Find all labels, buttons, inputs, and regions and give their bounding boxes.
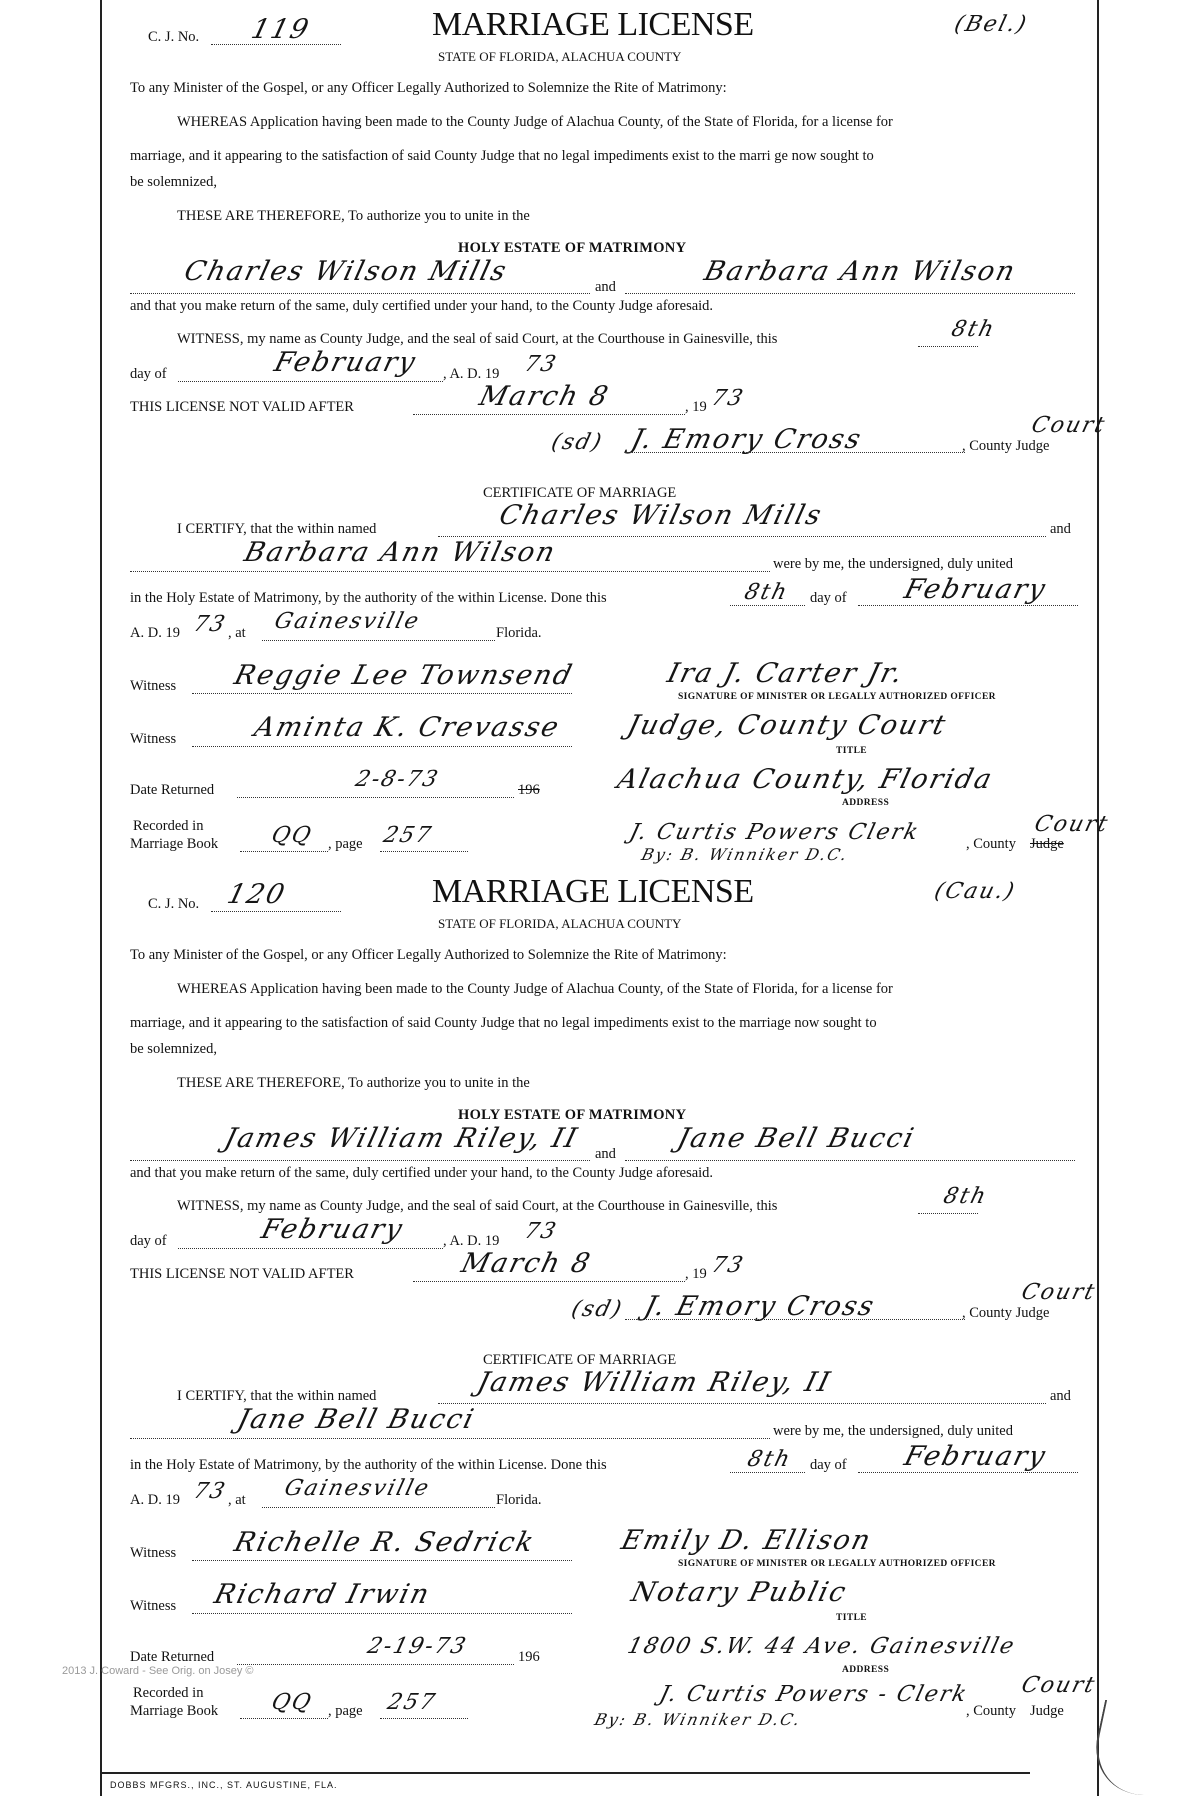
were-united-text: were by me, the undersigned, duly united [773, 556, 1013, 572]
cj-number: 120 [224, 879, 290, 910]
at-label: , at [228, 625, 246, 641]
nineteen-label: , 19 [685, 1266, 707, 1282]
day-of-label: day of [130, 1233, 167, 1249]
officer-signature: Ira J. Carter Jr. [664, 658, 908, 689]
county-judge-label: , County Judge [962, 1305, 1050, 1321]
sheet-bottom-edge [100, 1772, 1030, 1774]
florida-label: Florida. [496, 625, 542, 641]
court-correction: Court [1028, 413, 1109, 438]
holy-estate-heading: HOLY ESTATE OF MATRIMONY [458, 240, 687, 256]
witness-1-signature: Richelle R. Sedrick [231, 1527, 539, 1558]
book-number: QQ [268, 823, 316, 848]
and-word: and [595, 1146, 616, 1162]
judge-label: Judge [1030, 1703, 1064, 1719]
deputy-signature: By: B. Winniker D.C. [639, 845, 851, 864]
done-day-of-label: day of [810, 590, 847, 606]
done-year: 73 [190, 612, 230, 637]
ethnicity-annotation: (Cau.) [931, 879, 1019, 904]
were-united-text: were by me, the undersigned, duly united [773, 1423, 1013, 1439]
copyright-watermark: 2013 J. Coward - See Orig. on Josey © [62, 1665, 254, 1677]
license-day: 8th [940, 1184, 991, 1209]
date-returned-label: Date Returned [130, 782, 215, 798]
witness-label-2: Witness [130, 1598, 177, 1614]
cj-number: 119 [248, 14, 314, 45]
license-year: 73 [521, 352, 561, 377]
done-day: 8th [744, 1447, 795, 1472]
page-label: , page [328, 836, 363, 852]
certify-line: I CERTIFY, that the within named [177, 1388, 377, 1404]
and-word: and [595, 279, 616, 295]
valid-until-year: 73 [708, 1253, 748, 1278]
whereas-line-3: be solemnized, [130, 174, 217, 190]
page-number: 257 [380, 823, 436, 848]
court-correction-2: Court [1018, 1673, 1099, 1698]
license-month: February [258, 1214, 407, 1245]
judge-signature: J. Emory Cross [628, 424, 866, 455]
done-month: February [901, 574, 1050, 605]
page-label: , page [328, 1703, 363, 1719]
to-line: To any Minister of the Gospel, or any Officer Legally Authorized to Solemnize the Rite of Matrimony: [130, 80, 727, 96]
court-correction-2: Court [1031, 812, 1112, 837]
license-year: 73 [521, 1219, 561, 1244]
witness-line: WITNESS, my name as County Judge, and the seal of said Court, at the Courthouse in Gainesville, this [177, 331, 778, 347]
recorded-in-label: Recorded in [133, 1685, 204, 1701]
cert-bride-name: Jane Bell Bucci [234, 1404, 479, 1435]
date-returned-label: Date Returned [130, 1649, 215, 1665]
to-line: To any Minister of the Gospel, or any Officer Legally Authorized to Solemnize the Rite of Matrimony: [130, 947, 727, 963]
deputy-signature: By: B. Winniker D.C. [592, 1710, 804, 1729]
whereas-line-2: marriage, and it appearing to the satisfaction of said County Judge that no legal impediments exist to the marriage now sought to [130, 1015, 877, 1031]
address-caption: ADDRESS [842, 1665, 890, 1675]
title-caption: TITLE [836, 1613, 868, 1623]
ad-label: , A. D. 19 [443, 366, 500, 382]
done-day: 8th [741, 580, 792, 605]
license-subtitle: STATE OF FLORIDA, ALACHUA COUNTY [438, 49, 682, 64]
court-correction: Court [1018, 1280, 1099, 1305]
county-label: , County [966, 1703, 1016, 1719]
printed-196: 196 [518, 782, 540, 798]
holy-estate-heading: HOLY ESTATE OF MATRIMONY [458, 1107, 687, 1123]
county-judge-label: , County Judge [962, 438, 1050, 454]
certificate-heading: CERTIFICATE OF MARRIAGE [483, 485, 677, 501]
license-title: MARRIAGE LICENSE [432, 873, 754, 910]
judge-signature: J. Emory Cross [641, 1291, 879, 1322]
book-number: QQ [268, 1690, 316, 1715]
officer-address: 1800 S.W. 44 Ave. Gainesville [624, 1634, 1019, 1659]
certificate-heading: CERTIFICATE OF MARRIAGE [483, 1352, 677, 1368]
officer-title: Judge, County Court [624, 710, 951, 741]
printed-196: 196 [518, 1649, 540, 1665]
marriage-place: Gainesville [281, 1476, 433, 1501]
printer-footer: DOBBS MFGRS., INC., ST. AUGUSTINE, FLA. [110, 1780, 338, 1790]
whereas-line-3: be solemnized, [130, 1041, 217, 1057]
ethnicity-annotation: (Bel.) [951, 12, 1031, 37]
bride-name: Jane Bell Bucci [674, 1123, 919, 1154]
therefore-line: THESE ARE THEREFORE, To authorize you to unite in the [177, 208, 530, 224]
cert-and-word: and [1050, 1388, 1071, 1404]
done-day-of-label: day of [810, 1457, 847, 1473]
license-title: MARRIAGE LICENSE [432, 6, 754, 43]
signature-caption: SIGNATURE OF MINISTER OR LEGALLY AUTHORIZED OFFICER [678, 1559, 996, 1569]
judge-struck: Judge [1030, 836, 1064, 852]
done-year: 73 [190, 1479, 230, 1504]
marriage-book-label: Marriage Book [130, 836, 219, 852]
return-line: and that you make return of the same, duly certified under your hand, to the County Judge aforesaid. [130, 1165, 714, 1181]
cj-label: C. J. No. [148, 896, 200, 912]
date-returned: 2-8-73 [352, 767, 442, 792]
cert-groom-name: James William Riley, II [474, 1367, 835, 1398]
license-day: 8th [948, 317, 999, 342]
ad-label-2: A. D. 19 [130, 1492, 180, 1508]
title-caption: TITLE [836, 746, 868, 756]
seal-mark: (sd) [548, 430, 606, 455]
cert-and-word: and [1050, 521, 1071, 537]
officer-title: Notary Public [628, 1577, 851, 1608]
cert-groom-name: Charles Wilson Mills [496, 500, 827, 531]
certify-line: I CERTIFY, that the within named [177, 521, 377, 537]
date-returned: 2-19-73 [364, 1634, 470, 1659]
whereas-line-1: WHEREAS Application having been made to the County Judge of Alachua County, of the State of Florida, for a license for [177, 981, 893, 997]
cert-bride-name: Barbara Ann Wilson [241, 537, 560, 568]
recorded-in-label: Recorded in [133, 818, 204, 834]
marriage-book-label: Marriage Book [130, 1703, 219, 1719]
ad-label-2: A. D. 19 [130, 625, 180, 641]
valid-until-year: 73 [708, 386, 748, 411]
officer-address: Alachua County, Florida [614, 764, 997, 795]
officer-signature: Emily D. Ellison [618, 1525, 876, 1556]
holy-estate-line: in the Holy Estate of Matrimony, by the authority of the within License. Done this [130, 590, 607, 606]
witness-label-1: Witness [130, 678, 177, 694]
seal-mark: (sd) [568, 1297, 626, 1322]
groom-name: Charles Wilson Mills [181, 256, 512, 287]
witness-line: WITNESS, my name as County Judge, and the seal of said Court, at the Courthouse in Gainesville, this [177, 1198, 778, 1214]
page-number: 257 [384, 1690, 440, 1715]
county-label: , County [966, 836, 1016, 852]
signature-caption: SIGNATURE OF MINISTER OR LEGALLY AUTHORIZED OFFICER [678, 692, 996, 702]
holy-estate-line: in the Holy Estate of Matrimony, by the authority of the within License. Done this [130, 1457, 607, 1473]
at-label: , at [228, 1492, 246, 1508]
florida-label: Florida. [496, 1492, 542, 1508]
marriage-place: Gainesville [271, 609, 423, 634]
whereas-line-2: marriage, and it appearing to the satisfaction of said County Judge that no legal impediments exist to the marri ge now sought to [130, 148, 874, 164]
witness-1-signature: Reggie Lee Townsend [231, 660, 577, 691]
witness-2-signature: Richard Irwin [211, 1579, 434, 1610]
license-month: February [271, 347, 420, 378]
cj-label: C. J. No. [148, 29, 200, 45]
license-subtitle: STATE OF FLORIDA, ALACHUA COUNTY [438, 916, 682, 931]
whereas-line-1: WHEREAS Application having been made to the County Judge of Alachua County, of the State of Florida, for a license for [177, 114, 893, 130]
ad-label: , A. D. 19 [443, 1233, 500, 1249]
clerk-signature: J. Curtis Powers Clerk [626, 820, 923, 845]
not-valid-after-label: THIS LICENSE NOT VALID AFTER [130, 1266, 354, 1282]
nineteen-label: , 19 [685, 399, 707, 415]
valid-until-date: March 8 [476, 381, 613, 412]
clerk-signature: J. Curtis Powers - Clerk [656, 1682, 971, 1707]
day-of-label: day of [130, 366, 167, 382]
witness-label-1: Witness [130, 1545, 177, 1561]
therefore-line: THESE ARE THEREFORE, To authorize you to unite in the [177, 1075, 530, 1091]
address-caption: ADDRESS [842, 798, 890, 808]
done-month: February [901, 1441, 1050, 1472]
valid-until-date: March 8 [458, 1248, 595, 1279]
bride-name: Barbara Ann Wilson [701, 256, 1020, 287]
return-line: and that you make return of the same, duly certified under your hand, to the County Judge aforesaid. [130, 298, 714, 314]
groom-name: James William Riley, II [221, 1123, 582, 1154]
witness-label-2: Witness [130, 731, 177, 747]
witness-2-signature: Aminta K. Crevasse [251, 712, 564, 743]
not-valid-after-label: THIS LICENSE NOT VALID AFTER [130, 399, 354, 415]
